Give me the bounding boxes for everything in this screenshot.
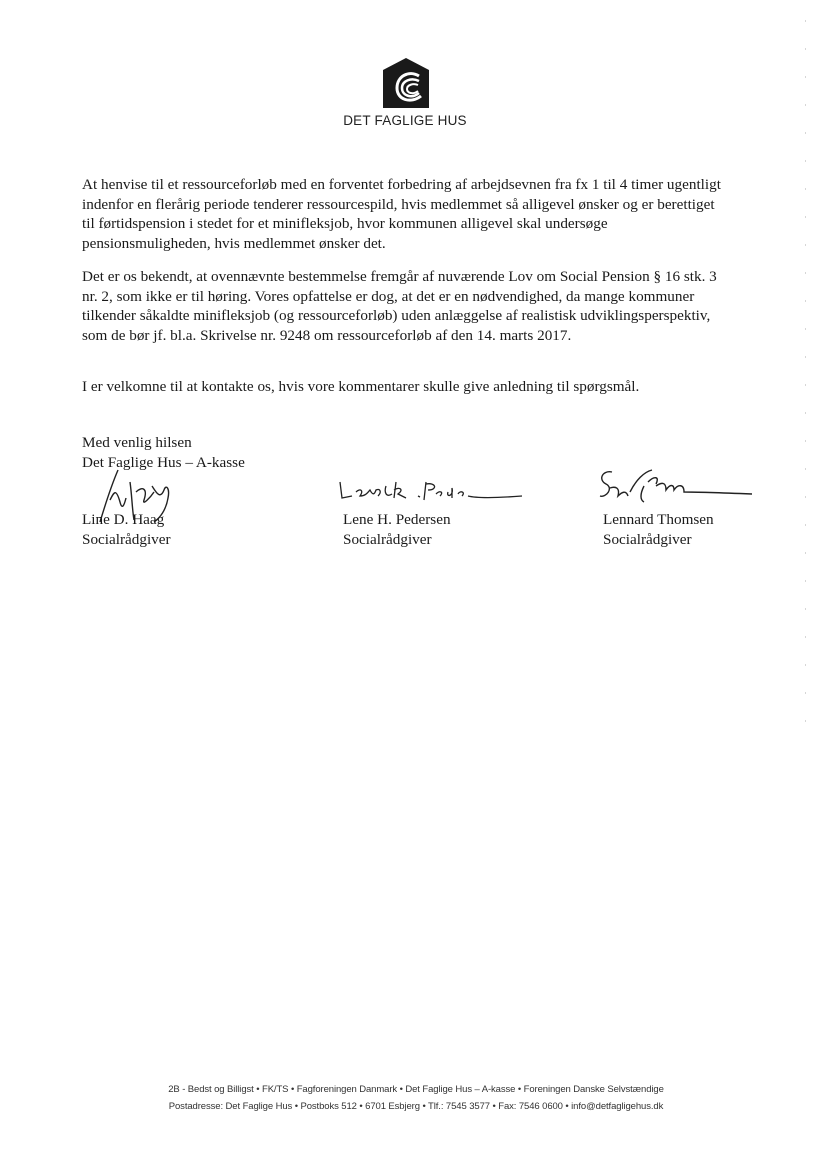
signatory-2-title: Socialrådgiver [343,530,432,548]
det-faglige-hus-logo-icon [381,56,431,110]
footer-line-2: Postadresse: Det Faglige Hus • Postboks 512 • 6701 Esbjerg • Tlf.: 7545 3577 • Fax: 7546 0600 • info@detfagligehus.dk [168,1101,664,1112]
signature-lene-pedersen [336,478,526,504]
footer-line-1: 2B - Bedst og Billigst • FK/TS • Fagforeningen Danmark • Det Faglige Hus – A-kasse • Foreningen Danske Selvstændige [168,1084,664,1095]
signatory-1-name: Line D. Haag [82,511,165,528]
closing-greeting: Med venlig hilsen [82,434,192,451]
body-paragraph-3: I er velkomne til at kontakte os, hvis vore kommentarer skulle give anledning til spørgsmål. [82,378,640,395]
signatory-2-name: Lene H. Pedersen [343,511,451,528]
closing-organization: Det Faglige Hus – A-kasse [82,453,245,471]
signatory-2 [343,510,451,549]
body-paragraph-2: Det er os bekendt, at ovennævnte bestemmelse fremgår af nuværende Lov om Social Pension § 16 stk. 3 nr. 2, som ikke er til høring. Vores opfattelse er dog, at det er en nødvendighed, da mange kommuner tilkender såkaldte minifleksjob (og ressourceforløb) uden anlæggelse af realistisk udviklingsperspektiv, som de bør jf. bl.a. Skrivelse nr. 9248 om ressourceforløb af den 14. marts 2017. [82,268,717,344]
signatory-3 [603,510,714,549]
signatory-3-name: Lennard Thomsen [603,511,714,528]
body-paragraph-1: At henvise til et ressourceforløb med en forventet forbedring af arbejdsevnen fra fx 1 til 4 timer ugentligt indenfor en flerårig periode tenderer ressourcespild, hvis medlemmet så alligevel ønsker og er berettiget til førtidspension i stedet for et minifleksjob, hvor kommunen alligevel skal undersøge pensionsmuligheden, hvis medlemmet ønsker det. [82,176,721,252]
scan-edge-mark [805,20,806,740]
signature-lennard-thomsen [592,466,758,508]
signatory-1-title: Socialrådgiver [82,530,171,548]
logo-text: DET FAGLIGE HUS [343,113,467,128]
signatory-1 [82,510,171,549]
signatory-3-title: Socialrådgiver [603,530,692,548]
